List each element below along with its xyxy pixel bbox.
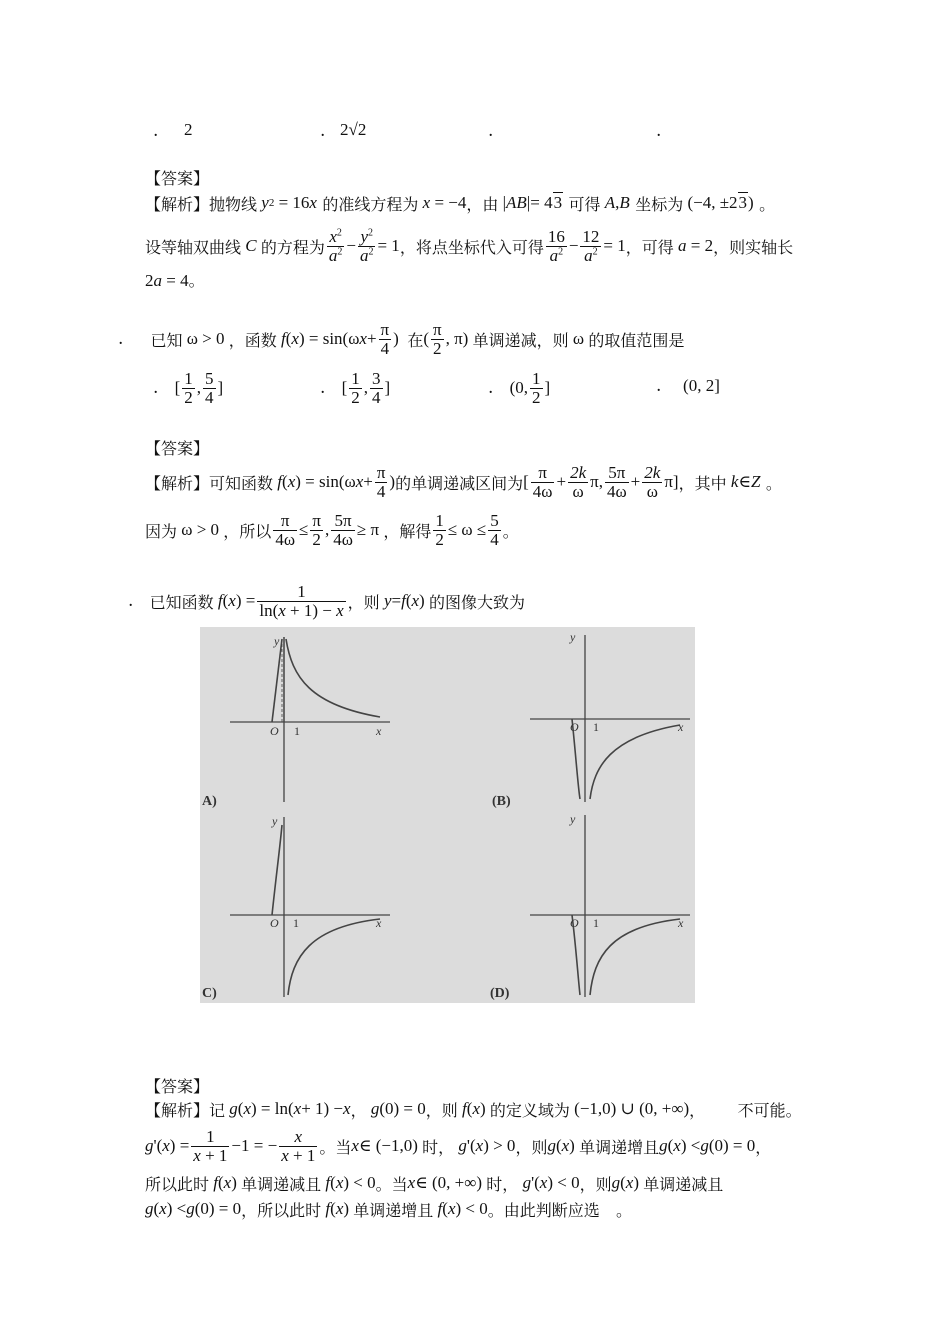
panel-c-origin: O: [270, 916, 279, 930]
panel-c-label: C): [202, 986, 217, 1001]
omega-option-c: . (0, $\frac{1}{2}$ ]: [488, 368, 551, 407]
question-omega-stem: . 已知 ω > 0 ，函数 f ( x ) = sin(ω x + $\frac{\pi}{4}$ ) 在 ( $\frac{\pi}{2}$ , π) 单调递减，则 ω 的取值范围是: [118, 319, 685, 358]
option-a-value: 2: [184, 120, 193, 139]
panel-b-x: x: [678, 720, 684, 734]
answer-label-3: 【答案】: [145, 1077, 210, 1096]
panel-a-y: y: [274, 634, 280, 648]
panel-c-one: 1: [293, 916, 299, 930]
analysis-line-3: 2a = 4。: [145, 271, 205, 290]
option-d-dot: .: [656, 121, 662, 141]
panel-b-one: 1: [593, 720, 599, 734]
panel-b-y: y: [570, 630, 576, 644]
graph-options-svg: [200, 627, 695, 1003]
graph-analysis-line-3: 所以此时 f ( x ) 单调递减且 f ( x ) < 0 。当 x ∈ (0, +∞) 时， g '( x ) < 0 ，则 g ( x ) 单调递减且: [145, 1173, 724, 1194]
omega-option-b: . [ $\frac{1}{2}$ , $\frac{3}{4}$ ]: [320, 368, 391, 407]
panel-a-x: x: [376, 724, 382, 738]
panel-b-origin: O: [570, 720, 579, 734]
panel-c-x: x: [376, 916, 382, 930]
panel-d-origin: O: [570, 916, 579, 930]
omega-option-d: . (0, 2]: [656, 376, 720, 396]
panel-d-y: y: [570, 812, 576, 826]
panel-d-label: (D): [490, 986, 510, 1001]
omega-option-a: . [ $\frac{1}{2}$ , $\frac{5}{4}$ ]: [153, 368, 224, 407]
graph-options-figure: [200, 627, 695, 1003]
omega-analysis-line-1: 【解析】 可知函数 f ( x ) = sin(ω x + $\frac{\pi}{4}$ ) 的单调递减区间为 [ $\frac{\pi}{4\omega}$ + $\frac{2k}{\omega}$ π, $\frac{5\pi}{4\omega}$ + $\frac{2k}{\omega}$ π] ，其中 k ∈ Z 。: [145, 462, 782, 501]
graph-analysis-line-2: g '( x ) = $\frac{1}{x + 1}$ −1 = − $\frac{x}{x + 1}$ 。当 x ∈ (−1,0) 时， g '( x ) > 0 ，则 g ( x ) 单调递增且 g ( x ) < g (0) = 0 ，: [145, 1126, 772, 1165]
analysis-label-1: 【解析】: [145, 194, 210, 214]
omega-analysis-line-2: 因为 ω > 0 ，所以 $\frac{\pi}{4\omega}$ ≤ $\frac{\pi}{2}$ , $\frac{5\pi}{4\omega}$ ≥ π ，解得 $\frac{1}{2}$ ≤ ω ≤ $\frac{5}{4}$ 。: [145, 510, 519, 549]
panel-c-y: y: [272, 814, 278, 828]
panel-a-one: 1: [294, 724, 300, 738]
option-b-dot: .: [320, 121, 326, 141]
answer-label-1: 【答案】: [145, 169, 210, 188]
panel-a-label: A): [202, 794, 217, 809]
panel-d-one: 1: [593, 916, 599, 930]
analysis-line-2: 设等轴双曲线 C 的方程为 $\frac{x^2}{a^2}$ − $\frac{y^2}{a^2}$ = 1 ，将点坐标代入可得 $\frac{16}{a^2}$ − $\frac{12}{a^2}$ = 1 ，可得 a = 2 ，则实轴长: [145, 226, 794, 265]
analysis-line-1: 【解析】 抛物线 y 2 = 16 x 的准线方程为 x = −4 ，由 | AB |= 43 可得 A , B 坐标为 (−4, ±23) 。: [145, 193, 776, 214]
panel-b-label: (B): [492, 794, 511, 809]
question-graph-stem: . 已知函数 f ( x ) = $\frac{1}{\ln(x + 1) - x}$ ，则 y = f ( x ) 的图像大致为: [128, 581, 525, 620]
panel-a-origin: O: [270, 724, 279, 738]
graph-analysis-line-1: 【解析】 记 g ( x ) = ln( x + 1) − x ， g (0) = 0 ，则 f ( x ) 的定义域为 (−1,0) ∪ (0, +∞) ， 不可能。: [145, 1099, 802, 1120]
option-a-dot: .: [153, 121, 159, 141]
option-b-value: 2√2: [340, 120, 367, 139]
panel-d-x: x: [678, 916, 684, 930]
answer-label-2: 【答案】: [145, 439, 210, 458]
graph-analysis-line-4: g ( x ) < g (0) = 0 ，所以此时 f ( x ) 单调递增且 f ( x ) < 0 。由此判断应选 。: [145, 1199, 632, 1220]
option-c-dot: .: [488, 121, 494, 141]
